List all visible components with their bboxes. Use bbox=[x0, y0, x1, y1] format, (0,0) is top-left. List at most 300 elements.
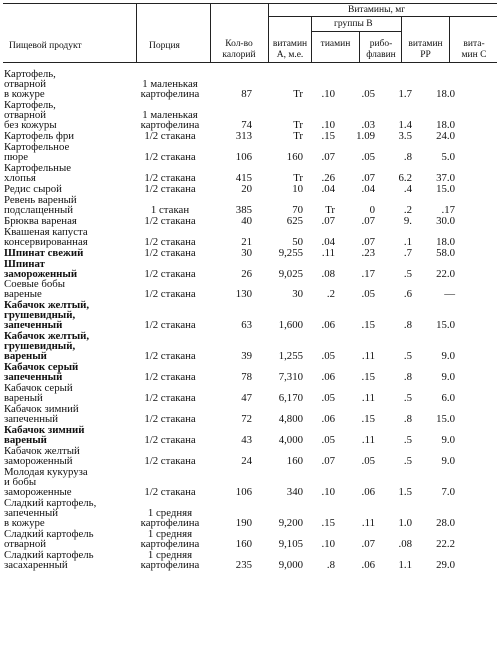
vitamin-pp-value: 1.4 bbox=[398, 118, 412, 131]
calories-value: 106 bbox=[235, 486, 252, 499]
table-row bbox=[3, 529, 497, 549]
header-riboflavin-line2: флавин bbox=[366, 50, 396, 60]
thiamin-value: .06 bbox=[321, 413, 335, 426]
portion-cell bbox=[127, 529, 213, 549]
portion-line: 1/2 стакана bbox=[144, 182, 196, 195]
vitamin-c-value: 9.0 bbox=[441, 434, 455, 447]
riboflavin-value: .07 bbox=[361, 537, 375, 550]
vitamin-pp-value: 1.7 bbox=[398, 88, 412, 100]
vitamin-c-value: 30.0 bbox=[436, 214, 455, 227]
vitamin-a-value: 4,800 bbox=[278, 413, 303, 426]
product-name-line: замороженный bbox=[4, 455, 73, 468]
portion-cell bbox=[127, 351, 213, 361]
portion-line: 1/2 стакана bbox=[144, 246, 196, 259]
product-name bbox=[4, 279, 139, 299]
vitamin-a-value: 340 bbox=[286, 486, 303, 499]
header-thiamin: тиамин bbox=[320, 39, 351, 49]
calories-value: 130 bbox=[235, 288, 252, 301]
calories-value: 39 bbox=[241, 350, 252, 363]
product-name-line: в кожуре bbox=[4, 517, 45, 529]
vitamin-pp-value: .5 bbox=[403, 392, 412, 405]
vitamin-a-value: 625 bbox=[286, 214, 303, 227]
product-name-line: грушевидный, bbox=[4, 340, 76, 353]
thiamin-value: .8 bbox=[326, 558, 335, 571]
product-name-line: Брюква вареная bbox=[4, 214, 77, 227]
header-pp bbox=[402, 39, 449, 61]
portion-line: 1 средняя bbox=[147, 527, 193, 540]
vitamin-pp-value: 3.5 bbox=[398, 129, 412, 142]
portion-line: 1/2 стакана bbox=[144, 214, 196, 227]
thiamin-value: .08 bbox=[321, 267, 335, 280]
calories-value: 72 bbox=[241, 413, 252, 426]
vitamin-c-value: 9.0 bbox=[441, 455, 455, 468]
vitamin-a-value: 1,255 bbox=[278, 350, 303, 363]
table-row bbox=[3, 404, 497, 424]
portion-cell bbox=[127, 216, 213, 226]
portion-line: 1 маленькая bbox=[142, 108, 198, 121]
portion-line: картофелина bbox=[140, 118, 200, 131]
table-row bbox=[3, 259, 497, 279]
table-row bbox=[3, 300, 497, 330]
vitamin-a-value: Tr bbox=[293, 88, 303, 100]
calories-value: 87 bbox=[241, 88, 252, 100]
portion-cell bbox=[127, 79, 213, 99]
thiamin-value: .05 bbox=[321, 392, 335, 405]
vitamin-pp-value: .4 bbox=[403, 182, 412, 195]
product-name-line: Редис сырой bbox=[4, 182, 62, 195]
product-name-line: подслащенный bbox=[4, 203, 74, 216]
product-name-line: отварной bbox=[4, 537, 47, 550]
product-name-line: и бобы bbox=[4, 476, 37, 489]
portion-line: 1/2 стакана bbox=[144, 235, 196, 248]
vitamin-c-value: 15.0 bbox=[436, 182, 455, 195]
thiamin-value: .10 bbox=[321, 537, 335, 550]
table-row bbox=[3, 383, 497, 403]
product-name-line: отварной bbox=[4, 108, 47, 121]
riboflavin-value: .15 bbox=[361, 319, 375, 332]
header-vitamins: Витамины, мг bbox=[348, 5, 406, 15]
calories-value: 43 bbox=[241, 434, 252, 447]
portion-line: 1/2 стакана bbox=[144, 413, 196, 426]
portion-line: 1/2 стакана bbox=[144, 371, 196, 384]
vitamin-pp-value: .5 bbox=[403, 267, 412, 280]
table-row bbox=[3, 100, 497, 130]
calories-value: 78 bbox=[241, 371, 252, 384]
thiamin-value: .04 bbox=[321, 235, 335, 248]
table-row bbox=[3, 142, 497, 162]
vitamin-a-value: 9,200 bbox=[278, 517, 303, 529]
riboflavin-value: .06 bbox=[361, 486, 375, 499]
product-name bbox=[4, 425, 139, 445]
table-row bbox=[3, 248, 497, 258]
product-name bbox=[4, 300, 139, 330]
portion-cell bbox=[127, 237, 213, 247]
portion-cell bbox=[127, 414, 213, 424]
product-name-line: отварной bbox=[4, 78, 47, 90]
product-name-line: в кожуре bbox=[4, 88, 45, 100]
portion-cell bbox=[127, 435, 213, 445]
product-name-line: замороженный bbox=[4, 267, 78, 280]
vitamin-pp-value: .8 bbox=[403, 413, 412, 426]
riboflavin-value: .11 bbox=[361, 392, 375, 405]
product-name-line: засахаренный bbox=[4, 558, 68, 571]
vitamin-pp-value: .8 bbox=[403, 371, 412, 384]
product-name bbox=[4, 550, 139, 570]
vitamin-a-value: 9,025 bbox=[278, 267, 303, 280]
portion-cell bbox=[127, 248, 213, 258]
portion-line: 1 средняя bbox=[147, 548, 193, 561]
product-name bbox=[4, 331, 139, 361]
riboflavin-value: .11 bbox=[361, 434, 375, 447]
calories-value: 415 bbox=[235, 171, 252, 184]
riboflavin-value: .15 bbox=[361, 413, 375, 426]
product-name-line: Сладкий картофель bbox=[4, 548, 94, 561]
thiamin-value: .2 bbox=[326, 288, 335, 301]
thiamin-value: .04 bbox=[321, 182, 335, 195]
product-name-line: запеченный bbox=[4, 319, 63, 332]
header-group-b: группы В bbox=[334, 19, 373, 29]
product-name-line: Кабачок желтый, bbox=[4, 299, 90, 312]
calories-value: 40 bbox=[241, 214, 252, 227]
vitamin-pp-value: .7 bbox=[403, 246, 412, 259]
vitamin-c-value: 18.0 bbox=[436, 88, 455, 100]
header-vit-a bbox=[269, 39, 311, 61]
calories-value: 235 bbox=[235, 558, 252, 571]
thiamin-value: .11 bbox=[321, 246, 335, 259]
product-name-line: запеченный bbox=[4, 371, 63, 384]
header-vit-c-line2: мин С bbox=[461, 50, 487, 60]
product-name bbox=[4, 248, 139, 258]
vitamin-pp-value: .5 bbox=[403, 455, 412, 468]
vitamin-pp-value: .08 bbox=[398, 537, 412, 550]
header-portion: Порция bbox=[149, 41, 180, 51]
calories-value: 63 bbox=[241, 319, 252, 332]
product-name-line: Кабачок желтый bbox=[4, 445, 80, 458]
product-name-line: запеченный bbox=[4, 413, 59, 426]
table-row bbox=[3, 69, 497, 99]
portion-line: 1/2 стакана bbox=[144, 171, 196, 184]
header-calories-line1: Кол-во bbox=[225, 39, 253, 49]
table-row bbox=[3, 163, 497, 183]
vitamin-a-value: 1,600 bbox=[278, 319, 303, 332]
thiamin-value: .07 bbox=[321, 455, 335, 468]
table-row bbox=[3, 498, 497, 528]
product-name bbox=[4, 383, 139, 403]
portion-line: 1/2 стакана bbox=[144, 486, 196, 499]
vitamin-c-value: 5.0 bbox=[441, 150, 455, 163]
divider-pp bbox=[449, 16, 450, 62]
product-name-line: Ревень вареный bbox=[4, 193, 77, 206]
thiamin-value: .05 bbox=[321, 434, 335, 447]
product-name bbox=[4, 100, 139, 130]
vitamin-a-value: 4,000 bbox=[278, 434, 303, 447]
riboflavin-value: .23 bbox=[361, 246, 375, 259]
riboflavin-value: .03 bbox=[361, 118, 375, 131]
riboflavin-value: .05 bbox=[361, 288, 375, 301]
vitamin-pp-value: .5 bbox=[403, 434, 412, 447]
vitamin-c-value: 15.0 bbox=[436, 319, 455, 332]
vitamin-c-value: 22.2 bbox=[436, 537, 455, 550]
calories-value: 24 bbox=[241, 455, 252, 468]
portion-cell bbox=[127, 110, 213, 130]
vitamin-a-value: Tr bbox=[293, 171, 303, 184]
header-calories bbox=[213, 39, 265, 61]
calories-value: 190 bbox=[235, 517, 252, 529]
table-row bbox=[3, 467, 497, 497]
vitamin-pp-value: 1.0 bbox=[398, 517, 412, 529]
thiamin-value: .07 bbox=[321, 150, 335, 163]
riboflavin-value: 0 bbox=[369, 203, 375, 216]
product-name-line: Кабачок желтый, bbox=[4, 330, 90, 343]
product-name-line: вареный bbox=[4, 392, 43, 405]
riboflavin-value: .07 bbox=[361, 171, 375, 184]
divider-thiamin bbox=[359, 31, 360, 62]
thiamin-value: .07 bbox=[321, 214, 335, 227]
vitamin-a-value: 7,310 bbox=[278, 371, 303, 384]
vitamin-pp-value: 6.2 bbox=[398, 171, 412, 184]
product-name-line: Сладкий картофель, bbox=[4, 497, 97, 509]
header-bottom-rule bbox=[3, 62, 497, 63]
table-row bbox=[3, 550, 497, 570]
header-vit-c-line1: вита- bbox=[463, 39, 485, 49]
portion-line: 1 стакан bbox=[150, 203, 190, 216]
thiamin-value: .06 bbox=[321, 371, 335, 384]
product-name-line: без кожуры bbox=[4, 118, 57, 131]
portion-line: картофелина bbox=[140, 558, 200, 571]
table-row bbox=[3, 195, 497, 215]
product-name-line: пюре bbox=[4, 150, 29, 163]
thiamin-value: Tr bbox=[325, 203, 335, 216]
riboflavin-value: .07 bbox=[361, 235, 375, 248]
product-name bbox=[4, 163, 139, 183]
product-name bbox=[4, 259, 139, 279]
calories-value: 21 bbox=[241, 235, 252, 248]
table-row bbox=[3, 331, 497, 361]
vitamin-c-value: 28.0 bbox=[436, 517, 455, 529]
portion-line: 1/2 стакана bbox=[144, 129, 196, 142]
product-name-line: Картофель, bbox=[4, 68, 56, 80]
product-name bbox=[4, 446, 139, 466]
riboflavin-value: .17 bbox=[361, 267, 375, 280]
vitamin-pp-value: .6 bbox=[403, 288, 412, 301]
product-name-line: Соевые бобы bbox=[4, 278, 66, 291]
thiamin-value: .15 bbox=[321, 129, 335, 142]
product-name-line: Картофельное bbox=[4, 140, 70, 153]
calories-value: 385 bbox=[235, 203, 252, 216]
portion-line: картофелина bbox=[140, 537, 200, 550]
product-name-line: Кабачок серый bbox=[4, 361, 79, 374]
header-vit-c bbox=[451, 39, 497, 61]
riboflavin-value: .15 bbox=[361, 371, 375, 384]
product-name-line: Шпинат свежий bbox=[4, 246, 84, 259]
calories-value: 20 bbox=[241, 182, 252, 195]
portion-line: 1/2 стакана bbox=[144, 288, 196, 301]
portion-cell bbox=[127, 289, 213, 299]
riboflavin-value: .05 bbox=[361, 150, 375, 163]
vitamin-a-value: 30 bbox=[292, 288, 303, 301]
product-name-line: вареные bbox=[4, 288, 42, 301]
vitamin-a-value: 70 bbox=[292, 203, 303, 216]
calories-value: 26 bbox=[241, 267, 252, 280]
product-name-line: замороженные bbox=[4, 486, 72, 499]
portion-cell bbox=[127, 320, 213, 330]
vitamin-c-value: 15.0 bbox=[436, 413, 455, 426]
portion-cell bbox=[127, 487, 213, 497]
riboflavin-value: .11 bbox=[361, 350, 375, 363]
vitamin-c-value: 9.0 bbox=[441, 371, 455, 384]
thiamin-value: .15 bbox=[321, 517, 335, 529]
product-name bbox=[4, 227, 139, 247]
product-name-line: Молодая кукуруза bbox=[4, 466, 88, 479]
portion-line: 1 средняя bbox=[147, 507, 193, 519]
table-row bbox=[3, 227, 497, 247]
riboflavin-value: .05 bbox=[361, 88, 375, 100]
product-name bbox=[4, 131, 139, 141]
riboflavin-value: .06 bbox=[361, 558, 375, 571]
table-row bbox=[3, 425, 497, 445]
portion-line: 1/2 стакана bbox=[144, 350, 196, 363]
product-name bbox=[4, 498, 139, 528]
divider-product bbox=[136, 3, 137, 62]
table-row bbox=[3, 279, 497, 299]
header-pp-line2: РР bbox=[420, 50, 431, 60]
portion-line: 1/2 стакана bbox=[144, 267, 196, 280]
vitamin-c-value: 18.0 bbox=[436, 235, 455, 248]
thiamin-value: .26 bbox=[321, 171, 335, 184]
calories-value: 160 bbox=[235, 537, 252, 550]
portion-cell bbox=[127, 393, 213, 403]
vitamin-a-value: 6,170 bbox=[278, 392, 303, 405]
portion-line: 1/2 стакана bbox=[144, 150, 196, 163]
portion-cell bbox=[127, 184, 213, 194]
vitamin-a-value: 160 bbox=[286, 150, 303, 163]
riboflavin-value: 1.09 bbox=[356, 129, 375, 142]
table-row bbox=[3, 131, 497, 141]
table-row bbox=[3, 446, 497, 466]
table-row bbox=[3, 216, 497, 226]
vitamin-c-value: 24.0 bbox=[436, 129, 455, 142]
product-name-line: Кабачок зимний bbox=[4, 424, 85, 437]
product-name-line: Картофель фри bbox=[4, 129, 75, 142]
vitamin-c-value: — bbox=[444, 288, 455, 301]
riboflavin-value: .04 bbox=[361, 182, 375, 195]
table-row bbox=[3, 184, 497, 194]
header-product: Пищевой продукт bbox=[9, 41, 82, 51]
product-name-line: Сладкий картофель bbox=[4, 527, 94, 540]
product-name bbox=[4, 195, 139, 215]
portion-cell bbox=[127, 456, 213, 466]
vitamin-pp-value: .8 bbox=[403, 319, 412, 332]
portion-cell bbox=[127, 508, 213, 528]
thiamin-value: .10 bbox=[321, 118, 335, 131]
product-name bbox=[4, 362, 139, 382]
thiamin-value: .05 bbox=[321, 350, 335, 363]
header-riboflavin-line1: рибо- bbox=[369, 39, 393, 49]
header-vit-a-line1: витамин bbox=[272, 39, 308, 49]
group-b-rule bbox=[311, 31, 401, 32]
portion-cell bbox=[127, 372, 213, 382]
portion-cell bbox=[127, 550, 213, 570]
product-name-line: Кабачок серый bbox=[4, 382, 73, 395]
vitamins-rule bbox=[268, 16, 497, 17]
vitamin-c-value: 29.0 bbox=[436, 558, 455, 571]
portion-cell bbox=[127, 131, 213, 141]
product-name-line: хлопья bbox=[4, 171, 36, 184]
calories-value: 30 bbox=[241, 246, 252, 259]
vitamin-c-value: .17 bbox=[441, 203, 455, 216]
header-vit-a-line2: А, м.е. bbox=[276, 50, 304, 60]
vitamin-c-value: 9.0 bbox=[441, 350, 455, 363]
vitamin-a-value: 50 bbox=[292, 235, 303, 248]
product-name bbox=[4, 404, 139, 424]
portion-line: 1 маленькая bbox=[142, 78, 198, 90]
vitamin-c-value: 22.0 bbox=[436, 267, 455, 280]
vitamin-a-value: 9,105 bbox=[278, 537, 303, 550]
portion-cell bbox=[127, 173, 213, 183]
table-top-rule bbox=[3, 3, 497, 4]
header-pp-line1: витамин bbox=[408, 39, 443, 49]
vitamin-a-value: 160 bbox=[286, 455, 303, 468]
portion-line: 1/2 стакана bbox=[144, 319, 196, 332]
vitamin-c-value: 6.0 bbox=[441, 392, 455, 405]
product-name-line: Шпинат bbox=[4, 257, 45, 270]
product-name-line: запеченный bbox=[4, 507, 59, 519]
calories-value: 74 bbox=[241, 118, 252, 131]
product-name bbox=[4, 69, 139, 99]
vitamin-a-value: Tr bbox=[293, 118, 303, 131]
thiamin-value: .10 bbox=[321, 486, 335, 499]
vitamin-pp-value: .5 bbox=[403, 350, 412, 363]
riboflavin-value: .05 bbox=[361, 455, 375, 468]
table-row bbox=[3, 362, 497, 382]
product-name-line: Кабачок зимний bbox=[4, 403, 79, 416]
header-riboflavin bbox=[362, 39, 400, 61]
portion-line: 1/2 стакана bbox=[144, 455, 196, 468]
product-name bbox=[4, 529, 139, 549]
vitamin-c-value: 37.0 bbox=[436, 171, 455, 184]
header-calories-line2: калорий bbox=[222, 50, 256, 60]
vitamin-a-value: 9,255 bbox=[278, 246, 303, 259]
vitamin-c-value: 18.0 bbox=[436, 118, 455, 131]
product-name bbox=[4, 216, 139, 226]
portion-line: 1/2 стакана bbox=[144, 392, 196, 405]
product-name-line: Картофельные bbox=[4, 161, 72, 174]
portion-line: картофелина bbox=[140, 517, 200, 529]
portion-cell bbox=[127, 152, 213, 162]
portion-cell bbox=[127, 205, 213, 215]
vitamin-pp-value: 1.5 bbox=[398, 486, 412, 499]
portion-cell bbox=[127, 269, 213, 279]
vitamin-c-value: 7.0 bbox=[441, 486, 455, 499]
thiamin-value: .06 bbox=[321, 319, 335, 332]
portion-line: картофелина bbox=[140, 88, 200, 100]
product-name bbox=[4, 184, 139, 194]
product-name-line: консервированная bbox=[4, 235, 88, 248]
thiamin-value: .10 bbox=[321, 88, 335, 100]
vitamin-pp-value: .8 bbox=[403, 150, 412, 163]
product-name bbox=[4, 142, 139, 162]
vitamin-pp-value: 1.1 bbox=[398, 558, 412, 571]
vitamin-pp-value: .2 bbox=[403, 203, 412, 216]
vitamin-pp-value: .1 bbox=[403, 235, 412, 248]
portion-line: 1/2 стакана bbox=[144, 434, 196, 447]
product-name-line: вареный bbox=[4, 350, 47, 363]
riboflavin-value: .11 bbox=[361, 517, 375, 529]
vitamin-pp-value: 9. bbox=[403, 214, 412, 227]
calories-value: 106 bbox=[235, 150, 252, 163]
vitamin-a-value: Tr bbox=[293, 129, 303, 142]
product-name-line: грушевидный, bbox=[4, 309, 76, 322]
